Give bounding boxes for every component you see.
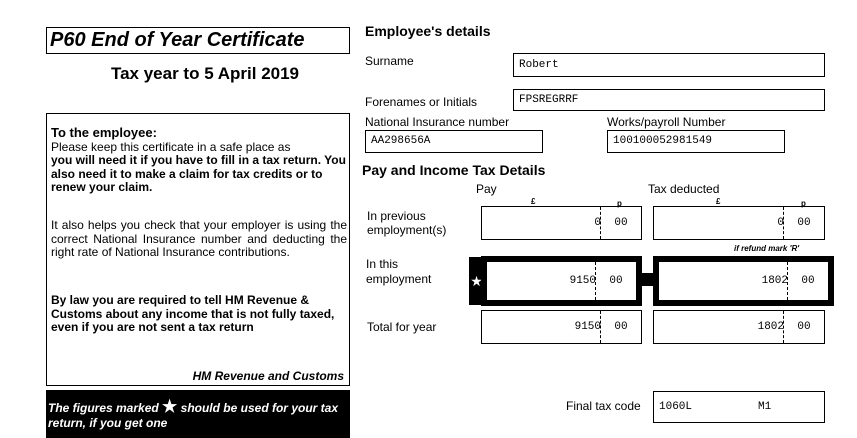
employee-details-heading: Employee's details xyxy=(365,23,491,39)
previous-tax-field[interactable] xyxy=(653,206,825,240)
previous-pay-pence: 00 xyxy=(614,217,628,229)
previous-pay-pounds: 0 xyxy=(594,217,601,229)
pay-tax-heading: Pay and Income Tax Details xyxy=(362,162,546,178)
certificate-title: P60 End of Year Certificate xyxy=(46,27,350,54)
previous-tax-pounds: 0 xyxy=(777,217,784,229)
total-pay-pounds: 9150 xyxy=(574,321,601,333)
this-pay-field[interactable] xyxy=(481,256,642,306)
pay-pence-symbol: p xyxy=(617,199,622,208)
pay-column-header: Pay xyxy=(476,182,497,196)
tax-year: Tax year to 5 April 2019 xyxy=(110,64,300,83)
forenames-label: Forenames or Initials xyxy=(365,95,478,109)
tax-basis-value: M1 xyxy=(758,401,772,413)
works-number-field[interactable]: 100100052981549 xyxy=(607,130,785,153)
forenames-field[interactable]: FPSREGRRF xyxy=(513,89,825,111)
star-icon: ★ xyxy=(162,397,178,416)
this-tax-pounds: 1802 xyxy=(761,275,788,287)
tax-column-header: Tax deducted xyxy=(648,182,720,196)
this-tax-pence: 00 xyxy=(801,275,815,287)
employee-note-para1-normal: Please keep this certificate in a safe place as xyxy=(51,140,291,154)
surname-label: Surname xyxy=(365,54,414,68)
employee-note-heading: To the employee: xyxy=(51,125,157,140)
previous-pay-field[interactable] xyxy=(481,206,642,240)
figures-marked-notice xyxy=(46,390,350,438)
this-employment-label: In this employment xyxy=(366,257,432,286)
ni-number-field[interactable]: AA298656A xyxy=(365,130,543,153)
previous-employment-label: In previous employment(s) xyxy=(367,209,447,237)
total-tax-field[interactable] xyxy=(653,310,825,344)
this-pay-pence: 00 xyxy=(609,275,623,287)
pay-pound-symbol: £ xyxy=(531,197,536,206)
refund-note: if refund mark 'R' xyxy=(734,244,800,253)
total-tax-pence: 00 xyxy=(797,321,811,333)
employee-note-para3: By law you are required to tell HM Revenue & Customs about any income that is not fully taxed, even if you are not sent a tax return xyxy=(51,293,335,334)
notice-text-before: The figures marked xyxy=(48,401,159,415)
notice-text-after: should be used for your tax return, if you get one xyxy=(48,401,338,430)
final-tax-code-field[interactable] xyxy=(653,391,825,423)
final-tax-code-label: Final tax code xyxy=(566,399,641,413)
this-pay-pounds: 9150 xyxy=(569,275,596,287)
works-number-label: Works/payroll Number xyxy=(607,115,726,129)
this-tax-field[interactable] xyxy=(653,256,834,306)
total-tax-pounds: 1802 xyxy=(757,321,784,333)
surname-field[interactable]: Robert xyxy=(513,53,825,77)
star-icon: ★ xyxy=(469,257,484,305)
employee-note-para2: It also helps you check that your employer is using the correct National Insurance number and deducting the right rate of National Insurance contributions. xyxy=(51,218,347,259)
employee-note-para1-bold: you will need it if you have to fill in a tax return. You also need it to make a claim for tax credits or to renew your claim. xyxy=(51,153,346,194)
tax-pence-symbol: p xyxy=(801,199,806,208)
total-for-year-label: Total for year xyxy=(367,320,437,334)
tax-pound-symbol: £ xyxy=(716,197,721,206)
hmrc-signature: HM Revenue and Customs xyxy=(192,369,344,383)
tax-code-value: 1060L xyxy=(659,401,693,413)
total-pay-field[interactable] xyxy=(481,310,642,344)
ni-number-label: National Insurance number xyxy=(365,115,510,129)
previous-tax-pence: 00 xyxy=(797,217,811,229)
total-pay-pence: 00 xyxy=(614,321,628,333)
